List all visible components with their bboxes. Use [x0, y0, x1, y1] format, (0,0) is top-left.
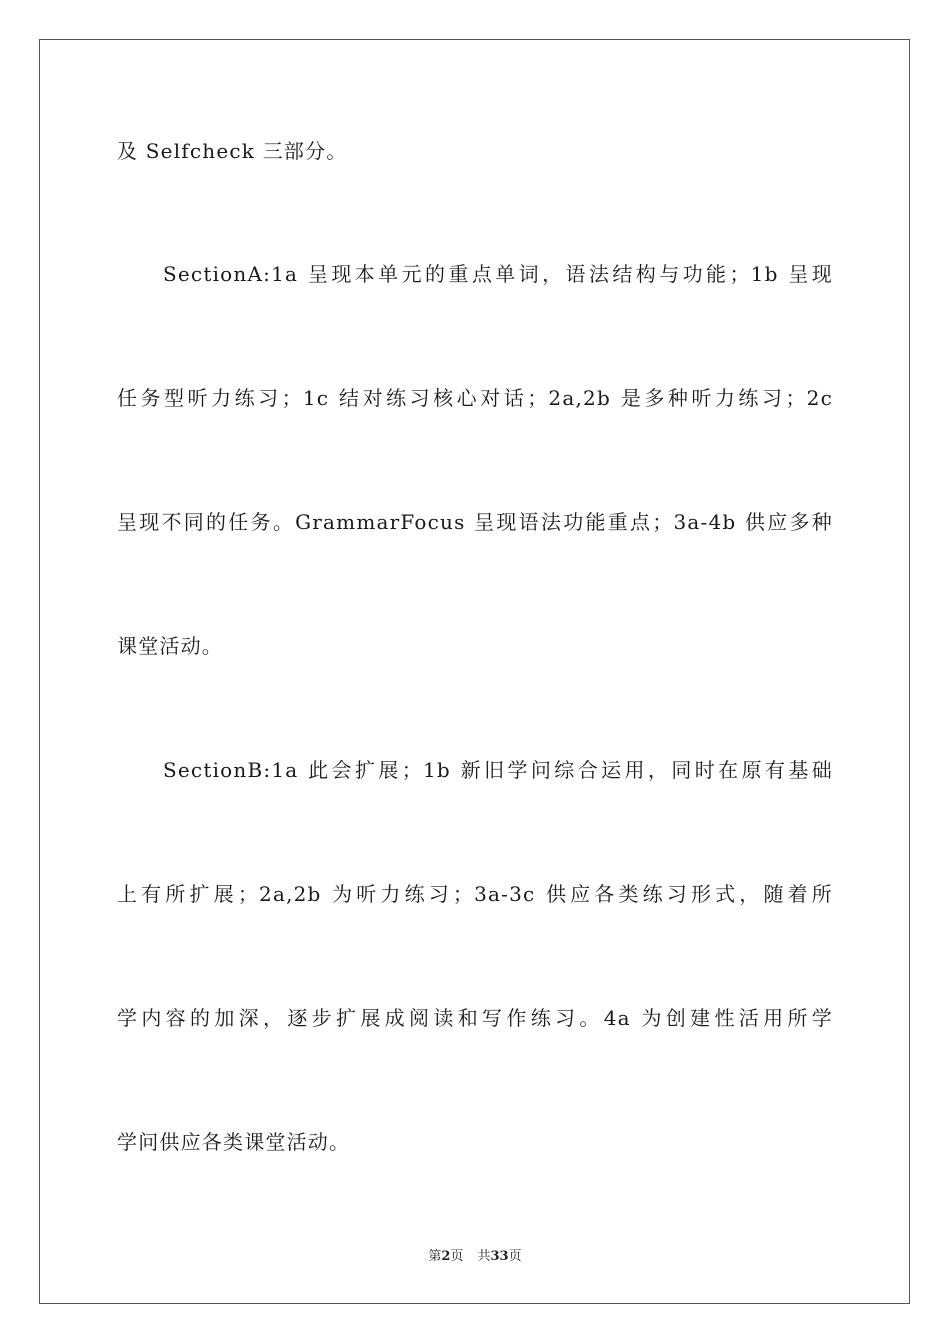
paragraph-line-9: 学问供应各类课堂活动。 — [117, 1130, 351, 1154]
footer-total-suffix: 页 — [508, 1249, 522, 1264]
paragraph-line-4: 呈现不同的任务。GrammarFocus 呈现语法功能重点；3a-4b 供应多种 — [117, 510, 833, 534]
page-number: 2 — [441, 1249, 451, 1264]
paragraph-line-1: 及 Selfcheck 三部分。 — [117, 139, 348, 163]
paragraph-line-7: 上有所扩展；2a,2b 为听力练习；3a-3c 供应各类练习形式，随着所 — [117, 882, 833, 906]
footer-total-prefix: 共 — [477, 1249, 491, 1264]
paragraph-line-3: 任务型听力练习；1c 结对练习核心对话；2a,2b 是多种听力练习；2c — [117, 386, 833, 410]
page-footer — [0, 1248, 950, 1266]
page-frame — [39, 39, 910, 1304]
paragraph-line-6: SectionB:1a 此会扩展；1b 新旧学问综合运用，同时在原有基础 — [163, 758, 833, 782]
paragraph-line-2: SectionA:1a 呈现本单元的重点单词，语法结构与功能；1b 呈现 — [163, 262, 833, 286]
footer-page-suffix: 页 — [450, 1249, 464, 1264]
paragraph-line-8: 学内容的加深，逐步扩展成阅读和写作练习。4a 为创建性活用所学 — [117, 1006, 833, 1030]
paragraph-line-5: 课堂活动。 — [117, 634, 223, 658]
footer-prefix: 第 — [428, 1249, 442, 1264]
total-pages: 33 — [490, 1249, 509, 1264]
